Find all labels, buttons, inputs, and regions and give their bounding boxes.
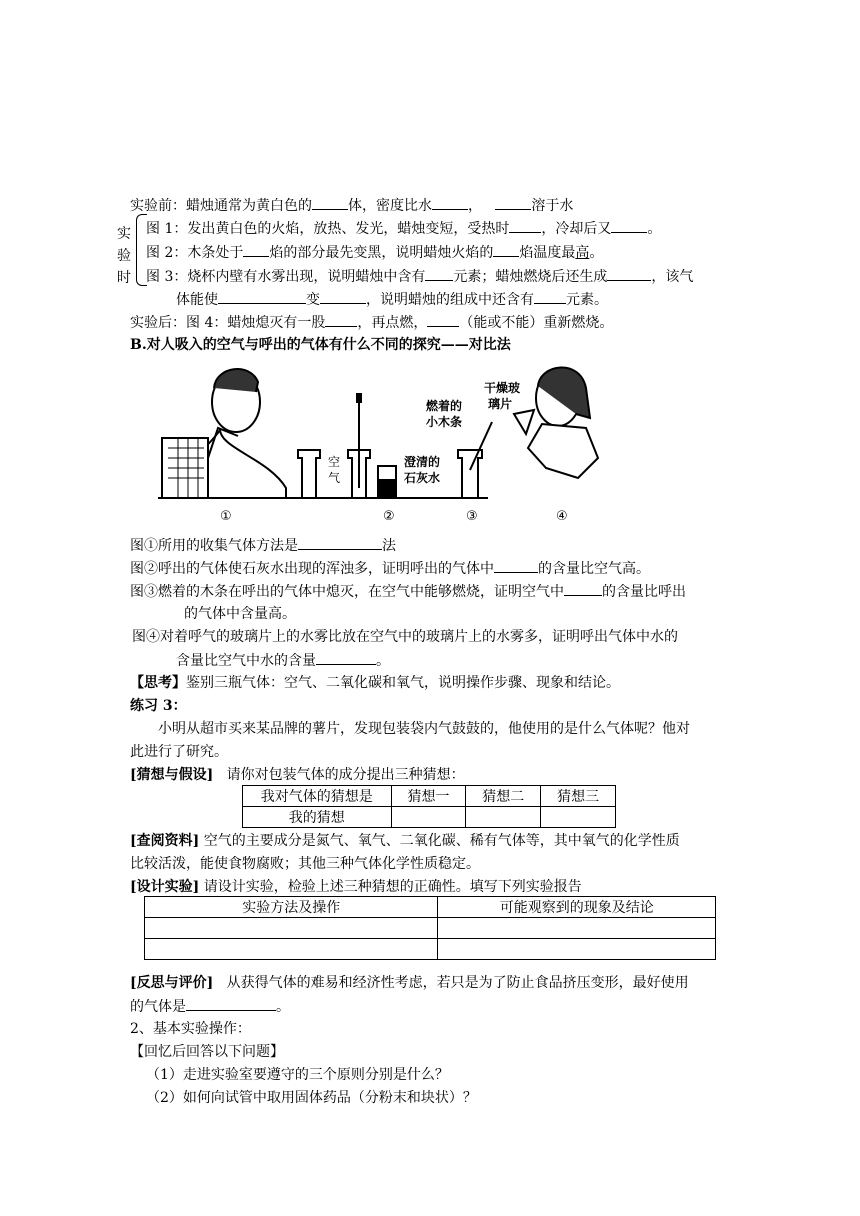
blank[interactable] — [607, 266, 651, 281]
blank[interactable] — [312, 195, 348, 210]
label-air-1: 空 — [328, 455, 341, 469]
blank[interactable] — [320, 289, 366, 304]
design-line: [设计实验] 请设计实验，检验上述三种猜想的正确性。填写下列实验报告 — [130, 879, 582, 895]
q1-line: 图①所用的收集气体方法是 法 — [130, 535, 396, 556]
guess-cell-1[interactable] — [391, 807, 466, 828]
blank[interactable] — [495, 195, 531, 210]
jar-2 — [348, 394, 370, 498]
label-stick-1: 燃着的 — [426, 399, 463, 413]
q3-line: 图③燃着的木条在呼出的气体中熄灭，在空气中能够燃烧，证明空气中 的含量比呼出 — [130, 581, 686, 602]
blank[interactable] — [494, 558, 538, 573]
person-left-drawing — [162, 369, 286, 498]
design-header-1: 可能观察到的现象及结论 — [438, 897, 716, 918]
blank[interactable] — [564, 581, 602, 596]
jar-4 — [458, 422, 492, 498]
before-line: 实验前：蜡烛通常为黄白色的 体，密度比水 ， 溶于水 — [130, 195, 573, 216]
practice-title: 练习 3： — [130, 698, 187, 714]
after-line: 实验后：图 4：蜡烛熄灭有一股 ，再点燃， （能或不能）重新燃烧。 — [130, 312, 613, 333]
design-cell[interactable] — [438, 939, 716, 960]
label-limewater-2: 石灰水 — [404, 471, 441, 485]
story-line-2: 此进行了研究。 — [130, 744, 228, 760]
recall-question-2: （2）如何向试管中取用固体药品（分粉末和块状）？ — [146, 1090, 477, 1106]
label-glass-1: 干燥玻 — [484, 381, 521, 395]
guess-row-label: 我的猜想 — [243, 807, 392, 828]
info-line-1: [查阅资料] 空气的主要成分是氮气、氧气、二氧化碳、稀有气体等，其中氧气的化学性质 — [130, 833, 680, 849]
guess-header-1: 猜想一 — [391, 786, 466, 807]
design-cell[interactable] — [438, 918, 716, 939]
jar-1 — [298, 450, 320, 498]
person-right-drawing — [514, 367, 598, 478]
during-label-1: 实 — [117, 226, 131, 242]
blank[interactable] — [298, 535, 382, 550]
blank[interactable] — [316, 650, 376, 665]
experiment-figure — [158, 358, 608, 528]
label-glass-2: 璃片 — [488, 397, 513, 411]
guess-header-0: 我对气体的猜想是 — [243, 786, 392, 807]
fig2-line: 图 2：木条处于 焰的部分最先变黑，说明蜡烛火焰的 焰温度最高。 — [146, 242, 603, 263]
fig1-line: 图 1：发出黄白色的火焰，放热、发光，蜡烛变短，受热时 ，冷却后又 。 — [146, 218, 661, 239]
blank[interactable] — [186, 996, 276, 1011]
blank[interactable] — [425, 266, 453, 281]
blank[interactable] — [325, 312, 357, 327]
design-cell[interactable] — [145, 939, 438, 960]
guess-header-3: 猜想三 — [541, 786, 616, 807]
think-line: 【思考】鉴别三瓶气体：空气、二氧化碳和氧气，说明操作步骤、现象和结论。 — [130, 675, 620, 691]
figure-number-4: ④ — [556, 509, 568, 524]
label-air-2: 气 — [328, 471, 341, 485]
q2-line: 图②呼出的气体使石灰水出现的浑浊多，证明呼出的气体中 的含量比空气高。 — [130, 558, 650, 579]
basic-ops-title: 2、基本实验操作： — [130, 1021, 251, 1037]
during-label-2: 验 — [117, 248, 131, 264]
design-table — [144, 896, 716, 960]
reflect-line-2: 的气体是 。 — [130, 996, 290, 1017]
info-line-2: 比较活泼，能使食物腐败；其他三种气体化学性质稳定。 — [130, 856, 480, 872]
figure-number-3: ③ — [466, 509, 478, 524]
guess-table — [242, 785, 616, 828]
q4-line2: 含量比空气中水的含量 。 — [176, 650, 390, 671]
blank[interactable] — [218, 289, 306, 304]
blank[interactable] — [611, 218, 647, 233]
fig3-line: 图 3：烧杯内壁有水雾出现，说明蜡烛中含有 元素；蜡烛燃烧后还生成 ，该气 — [146, 266, 693, 287]
section-b-title: B.对人吸入的空气与呼出的气体有什么不同的探究——对比法 — [130, 337, 511, 353]
design-cell[interactable] — [145, 918, 438, 939]
recall-question-1: （1）走进实验室要遵守的三个原则分别是什么？ — [146, 1067, 449, 1083]
blank[interactable] — [432, 195, 468, 210]
jar-3 — [378, 466, 396, 498]
label-limewater-1: 澄清的 — [404, 455, 441, 469]
recall-title: 【回忆后回答以下问题】 — [130, 1044, 284, 1060]
blank[interactable] — [493, 242, 519, 257]
figure-number-2: ② — [383, 509, 395, 524]
story-line-1: 小明从超市买来某品牌的薯片，发现包装袋内气鼓鼓的，他使用的是什么气体呢？他对 — [158, 721, 690, 737]
fig3-line2: 体能使 变 ，说明蜡烛的组成中还含有 元素。 — [176, 289, 608, 310]
design-header-0: 实验方法及操作 — [145, 897, 438, 918]
q3-line2: 的气体中含量高。 — [184, 606, 296, 622]
guess-header-2: 猜想二 — [466, 786, 541, 807]
blank[interactable] — [427, 312, 459, 327]
blank[interactable] — [509, 218, 541, 233]
blank[interactable] — [243, 242, 269, 257]
reflect-line-1: [反思与评价] 从获得气体的难易和经济性考虑，若只是为了防止食品挤压变形，最好使用 — [130, 975, 689, 991]
guess-cell-2[interactable] — [466, 807, 541, 828]
label-stick-2: 小木条 — [426, 415, 463, 429]
figure-number-1: ① — [220, 509, 232, 524]
guess-line: [猜想与假设] 请你对包装气体的成分提出三种猜想： — [130, 767, 465, 783]
blank[interactable] — [534, 289, 566, 304]
guess-cell-3[interactable] — [541, 807, 616, 828]
during-label-3: 时 — [117, 270, 131, 286]
q4-line: 图④对着呼气的玻璃片上的水雾比放在空气中的玻璃片上的水雾多，证明呼出气体中水的 — [132, 629, 678, 645]
